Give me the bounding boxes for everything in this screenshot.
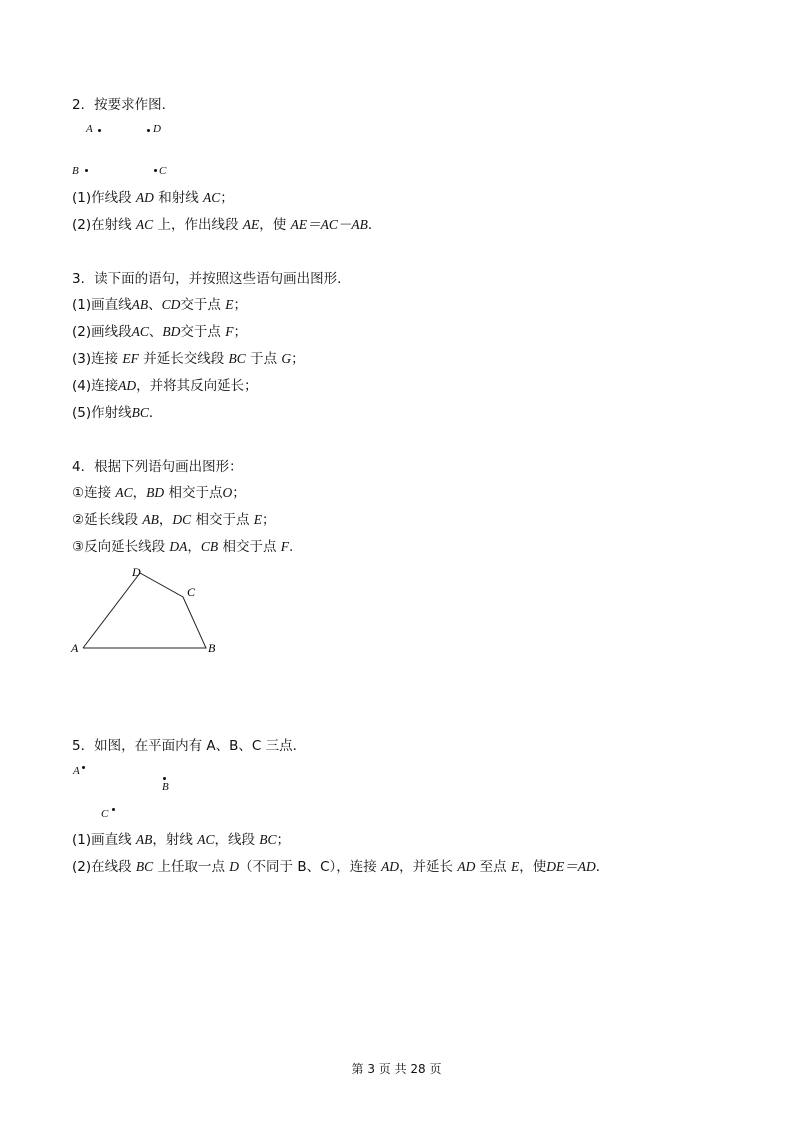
q5-part-1: (1)画直线 AB，射线 AC，线段 BC； [72,832,291,848]
q2-part-1: (1)作线段 AD 和射线 AC； [72,190,234,206]
q3-item-4: (4)连接AD，并将其反向延长； [72,378,258,394]
q5-label-c: C [101,808,109,820]
q3-item-5: (5)作射线BC． [72,405,163,421]
q4-label-b: B [208,641,216,655]
q5-label-a: A [73,765,80,777]
q2-label-d: D [153,123,161,135]
q2-point-c [154,169,157,172]
q5-point-c [112,808,115,811]
q2-title: 2．按要求作图． [72,97,176,113]
q3-item-3: (3)连接 EF 并延长交线段 BC 于点 G； [72,351,305,367]
q4-item-1: ①连接 AC，BD 相交于点O； [72,485,246,501]
q4-label-d: D [132,565,141,579]
q5-label-b: B [162,781,169,793]
q2-point-b [85,169,88,172]
q2-label-c: C [159,165,167,177]
q4-quadrilateral-figure [65,560,225,660]
q4-title: 4．根据下列语句画出图形： [72,459,243,475]
q2-part-2: (2)在射线 AC 上，作出线段 AE，使 AE＝AC－AB． [72,217,382,233]
q2-label-a: A [86,123,93,135]
q3-item-1: (1)画直线AB、CD交于点 E； [72,297,247,313]
q3-title: 3．读下面的语句，并按照这些语句画出图形． [72,271,351,287]
q3-item-2: (2)画线段AC、BD交于点 F； [72,324,247,340]
q4-item-3: ③反向延长线段 DA，CB 相交于点 F. [72,539,294,555]
q5-part-2: (2)在线段 BC 上任取一点 D（不同于 B、C），连接 AD，并延长 AD 至点 E，使DE＝AD． [72,859,610,875]
q4-item-2: ②延长线段 AB，DC 相交于点 E； [72,512,276,528]
q5-point-a [82,766,85,769]
q5-title: 5．如图，在平面内有 A、B、C 三点． [72,738,307,754]
q5-point-b [163,777,166,780]
q2-point-d [147,129,150,132]
page-footer: 第 3 页 共 28 页 [351,1062,442,1076]
q4-label-c: C [187,585,196,599]
q2-point-a [98,129,101,132]
q4-label-a: A [71,641,79,655]
q2-label-b: B [72,165,79,177]
